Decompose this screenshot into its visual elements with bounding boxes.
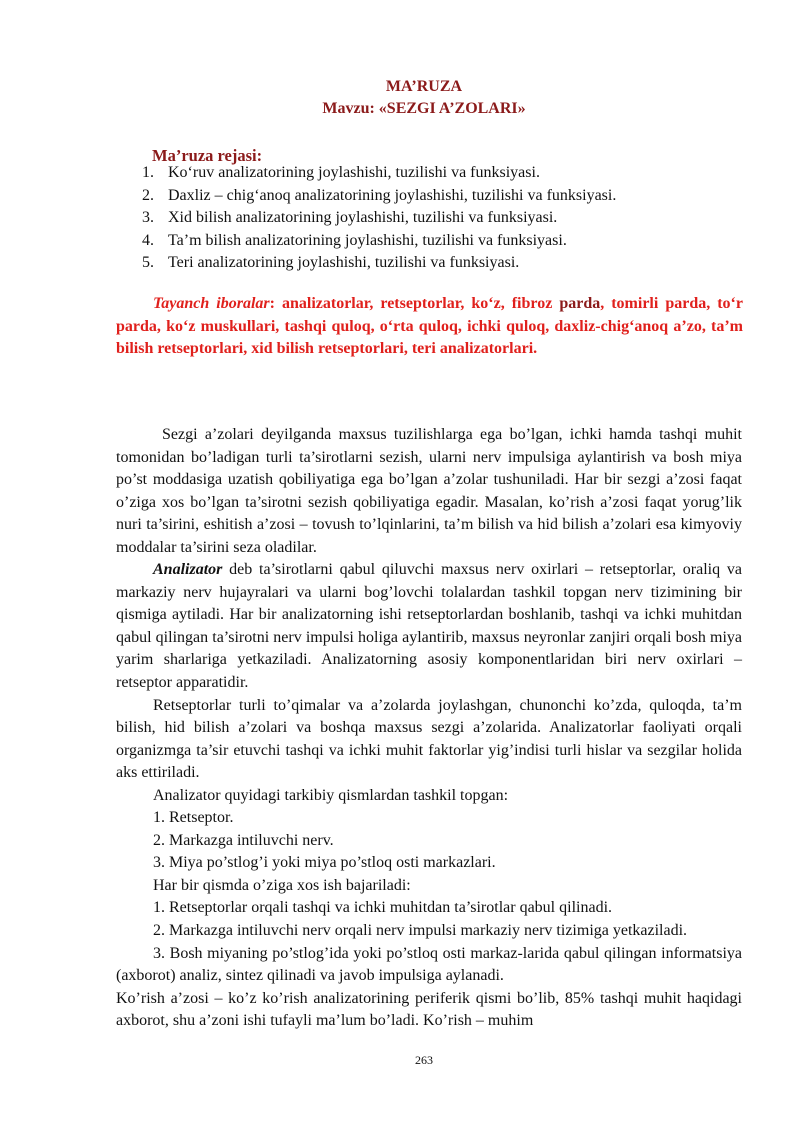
plan-item-number: 3. <box>142 209 154 226</box>
defined-term: Analizator <box>153 561 223 579</box>
plan-item-text: Ta’m bilish analizatorining joylashishi, tuzilishi va funksiyasi. <box>168 231 567 249</box>
plan-list <box>142 162 616 275</box>
plan-item-number: 5. <box>142 254 154 271</box>
plan-item <box>142 230 616 253</box>
list-line: 2. Markazga intiluvchi nerv. <box>153 831 334 849</box>
paragraph: Ko’rish a’zosi – ko’z ko’rish analizatorining periferik qismi bo’lib, 85% tashqi muhit haqidagi axborot, shu a’zoni ishi tufayli ma’lum bo’ladi. Ko’rish – muhim <box>116 989 742 1030</box>
plan-item-text: Ko‘ruv analizatorining joylashishi, tuzilishi va funksiyasi. <box>168 164 540 181</box>
plan-item-number: 4. <box>142 231 154 249</box>
paragraph: Analizator quyidagi tarkibiy qismlardan tashkil topgan: <box>153 786 509 804</box>
key-terms-paragraph <box>116 293 743 361</box>
list-line: 1. Retseptor. <box>153 809 234 827</box>
plan-item-number: 1. <box>142 164 154 181</box>
paragraph: Retseptorlar turli to’qimalar va a’zolarda joylashgan, chunonchi ko’zda, quloqda, ta’m bilish, hid bilish a’zolari va boshqa maxsus sezgi a’zolarida. Analizatorlar faoliyati orqali organizmga ta’sir etuvchi tashqi va ichki muhit faktorlar yig’indisi turli hislar va sezgilar holida aks ettiriladi. <box>116 696 742 782</box>
plan-item-text: Daxliz – chig‘anoq analizatorining joylashishi, tuzilishi va funksiyasi. <box>168 186 617 204</box>
page-number: 263 <box>415 1053 433 1067</box>
body-text <box>116 424 742 1033</box>
plan-item-text: Xid bilish analizatorining joylashishi, tuzilishi va funksiyasi. <box>168 209 558 226</box>
plan-heading: Ma’ruza rejasi: <box>152 146 263 165</box>
plan-item <box>142 162 616 185</box>
plan-item-number: 2. <box>142 186 154 204</box>
paragraph: Har bir qismda o’ziga xos ish bajariladi: <box>153 876 411 894</box>
key-terms-text: : analizatorlar, retseptorlar, ko‘z, fibroz <box>269 295 560 312</box>
plan-item-text: Teri analizatorining joylashishi, tuzilishi va funksiyasi. <box>168 254 520 271</box>
list-line: 2. Markazga intiluvchi nerv orqali nerv impulsi markaziy nerv tizimiga yetkaziladi. <box>153 922 688 940</box>
key-term-highlight: parda <box>559 295 601 312</box>
paragraph: Sezgi a’zolari deyilganda maxsus tuzilishlarga ega bo’lgan, ichki hamda tashqi muhit tomonidan bo’ladigan turli ta’sirotlarni sezish, ularni nerv impulsiga aylantirish va bosh miya po’st moddasiga uzatish qobiliyatiga ega bo’lgan a’zolar tushuniladi. Har bir sezgi a’zosi faqat o’ziga xos bo’lgan ta’sirotni sezish qobiliyatiga egadir. Masalan, ko’rish a’zosi faqat yorug’lik nuri ta’sirini, eshitish a’zosi – tovush to’lqinlarini, ta’m bilish va hid bilish a’zolari esa kimyoviy moddalar ta’sirini seza oladilar. <box>116 426 742 556</box>
list-line: 3. Miya po’stlog’i yoki miya po’stloq osti markazlari. <box>153 854 496 872</box>
lecture-topic: Mavzu: «SEZGI A’ZOLARI» <box>322 100 526 117</box>
list-line: 3. Bosh miyaning po’stlog’ida yoki po’stloq osti markaz-larida qabul qilingan informatsiya (axborot) analiz, sintez qilinadi va javob impulsiga aylanadi. <box>116 944 742 985</box>
key-terms-text-continued: , tomirli parda, to‘r parda, ko‘z muskullari, tashqi quloq, o‘rta quloq, ichki quloq, daxliz-chig‘anoq a’zo, ta’m bilish retseptorlari, xid bilish retseptorlari, teri analizatorlari. <box>116 295 743 357</box>
plan-item <box>142 252 616 275</box>
key-terms-label: Tayanch iboralar <box>153 295 270 312</box>
list-line: 1. Retseptorlar orqali tashqi va ichki muhitdan ta’sirotlar qabul qilinadi. <box>153 899 613 917</box>
lecture-title: MA’RUZA <box>385 78 463 95</box>
paragraph <box>116 559 742 694</box>
paragraph-text: deb ta’sirotlarni qabul qiluvchi maxsus nerv oxirlari – retseptorlar, oraliq va markaziy nerv hujayralari va ularni bog’lovchi tolalardan tashkil topgan nerv tizimining bir qismiga aytiladi. Har bir analizatorning ishi retseptorlardan boshlanib, tashqi va ichki muhitdan qabul qilingan ta’sirotni nerv impulsi holiga aylantirib, maxsus neyronlar zanjiri orqali bosh miya yarim sharlariga yetkaziladi. Analizatorning asosiy komponentlaridan biri nerv oxirlari – retseptor apparatidir. <box>116 561 742 692</box>
plan-item <box>142 207 616 230</box>
plan-item <box>142 185 616 208</box>
